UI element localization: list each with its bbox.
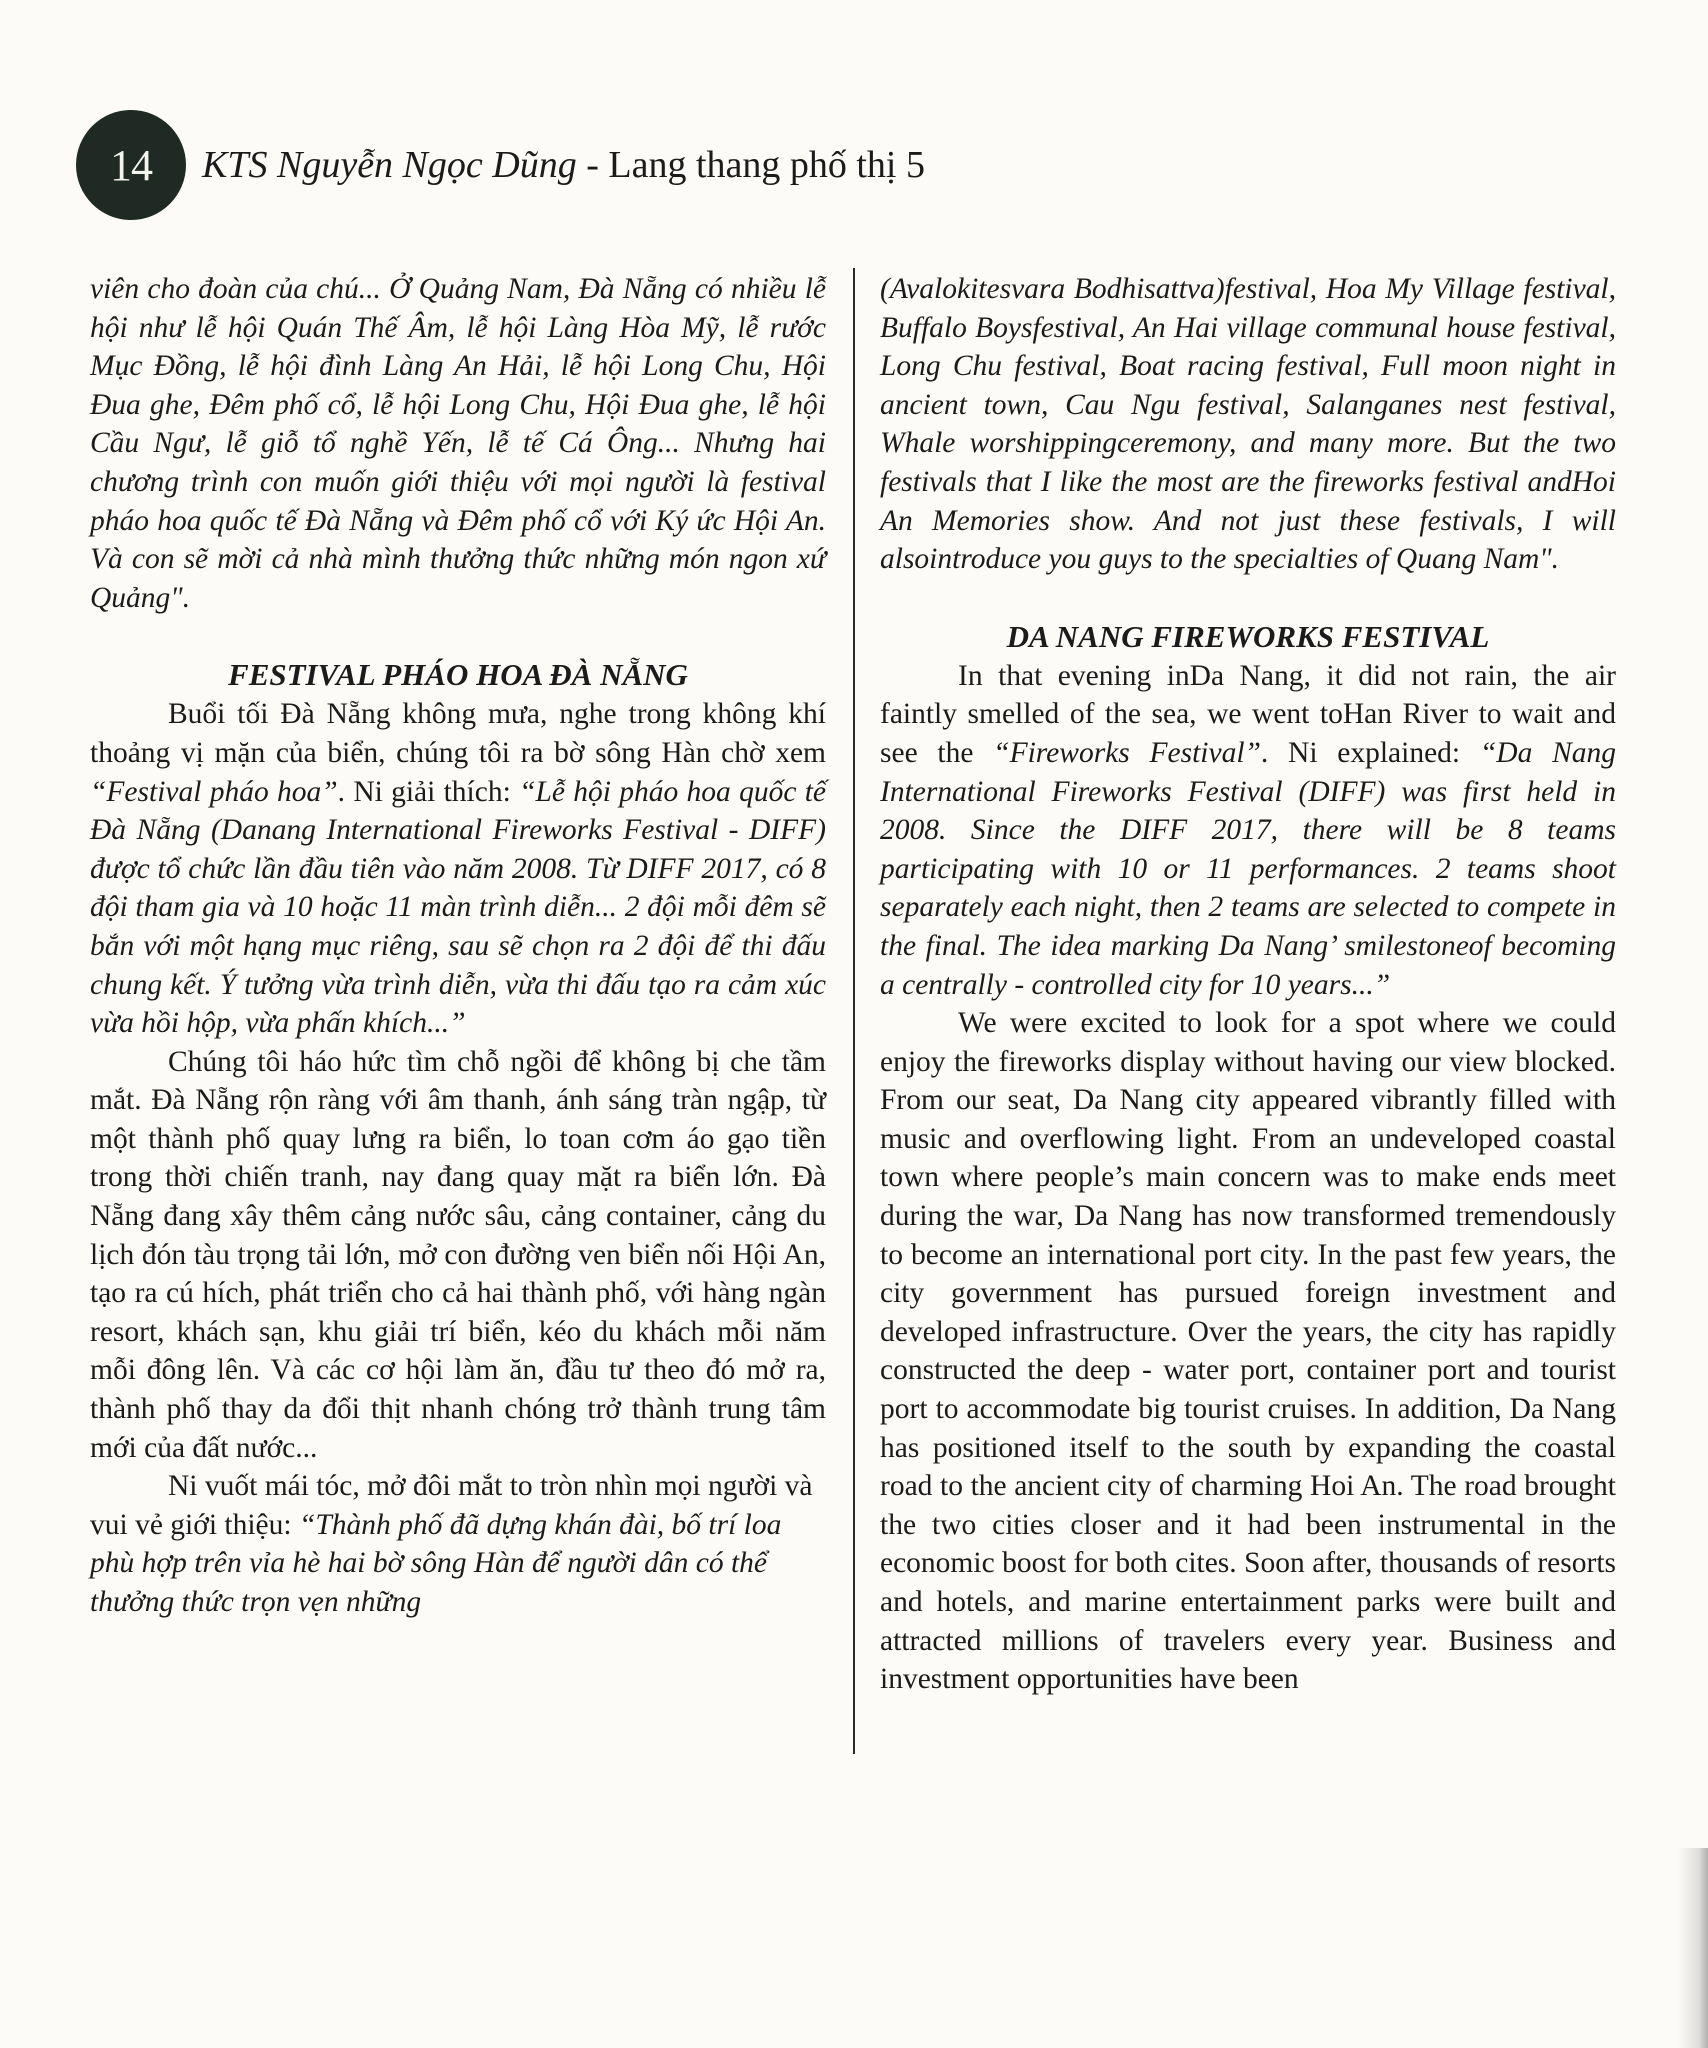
paragraph-1-text: In that evening inDa Nang, it did not rain, the air faintly smelled of the sea, we went toHan River to wait and see the <box>880 659 1616 769</box>
section-title: FESTIVAL PHÁO HOA ĐÀ NẴNG <box>228 657 688 693</box>
english-column <box>880 270 1616 1699</box>
paragraph-3 <box>90 1467 826 1621</box>
intro-paragraph: (Avalokitesvara Bodhisattva)festival, Hoa My Village festival, Buffalo Boysfestival, An Hai village communal house festival, Long Chu festival, Boat racing festival, Full moon night in ancient town, Cau Ngu festival, Salanganes nest festival, Whale worshippingceremony, and many more. But the two festivals that I like the most are the fireworks festival andHoi An Memories show. And not just these festivals, I will alsointroduce you guys to the specialties of Quang Nam". <box>880 273 1616 576</box>
paragraph-1-quote: “Fireworks Festival” <box>993 736 1261 769</box>
page-number-badge: 14 <box>76 110 186 220</box>
paragraph-1-italic: “Lễ hội pháo hoa quốc tế Đà Nẵng (Danang International Fireworks Festival - DIFF) được tổ chức lần đầu tiên vào năm 2008. Từ DIFF 2017, có 8 đội tham gia và 10 hoặc 11 màn trình diễn... 2 đội mỗi đêm sẽ bắn với một hạng mục riêng, sau sẽ chọn ra 2 đội để thi đấu chung kết. Ý tưởng vừa trình diễn, vừa thi đấu tạo ra cảm xúc vừa hồi hộp, vừa phấn khích...” <box>90 775 826 1040</box>
vietnamese-column <box>90 270 826 1622</box>
section-title: DA NANG FIREWORKS FESTIVAL <box>1006 618 1490 654</box>
book-title: Lang thang phố thị 5 <box>608 144 925 186</box>
paragraph-1 <box>90 695 826 1042</box>
paragraph-1-italic: “Da Nang International Fireworks Festival (DIFF) was first held in 2008. Since the DIFF 2017, there will be 8 teams participating with 10 or 11 performances. 2 teams shoot separately each night, then 2 teams are selected to compete in the final. The idea marking Da Nang’ smilestoneof becoming a centrally - controlled city for 10 years...” <box>880 736 1616 1001</box>
paragraph-2: We were excited to look for a spot where we could enjoy the fireworks display without having our view blocked. From our seat, Da Nang city appeared vibrantly filled with music and overflowing light. From an undeveloped coastal town where people’s main concern was to make ends meet during the war, Da Nang has now transformed tremendously to become an international port city. In the past few years, the city government has pursued foreign investment and developed infrastructure. Over the years, the city has rapidly constructed the deep - water port, container port and tourist port to accommodate big tourist cruises. In addition, Da Nang has positioned itself to the south by expanding the coastal road to the ancient city of charming Hoi An. The road brought the two cities closer and it had been instrumental in the economic boost for both cites. Soon after, thousands of resorts and hotels, and marine entertainment parks were built and attracted millions of travelers every year. Business and investment opportunities have been <box>880 1007 1616 1696</box>
paragraph-1-mid: . Ni giải thích: <box>337 775 520 808</box>
paragraph-2: Chúng tôi háo hức tìm chỗ ngồi để không bị che tầm mắt. Đà Nẵng rộn ràng với âm thanh, ánh sáng tràn ngập, từ một thành phố quay lưng ra biển, lo toan cơm áo gạo tiền trong thời chiến tranh, nay đang quay mặt ra biển lớn. Đà Nẵng đang xây thêm cảng nước sâu, cảng container, cảng du lịch đón tàu trọng tải lớn, mở con đường ven biển nối Hội An, tạo ra cú hích, phát triển cho cả hai thành phố, với hàng ngàn resort, khách sạn, khu giải trí biển, kéo du khách mỗi năm mỗi đông lên. Và các cơ hội làm ăn, đầu tư theo đó mở ra, thành phố thay da đổi thịt nhanh chóng trở thành trung tâm mới của đất nước... <box>90 1045 826 1464</box>
header-separator: - <box>576 144 609 186</box>
paragraph-1 <box>880 657 1616 1004</box>
column-divider <box>853 268 855 1754</box>
paragraph-3-italic: “Thành phố đã dựng khán đài, bố trí loa phù hợp trên vỉa hè hai bờ sông Hàn để người dân có thể thưởng thức trọn vẹn những <box>90 1508 782 1618</box>
intro-paragraph: viên cho đoàn của chú... Ở Quảng Nam, Đà Nẵng có nhiều lễ hội như lễ hội Quán Thế Âm, lễ hội Làng Hòa Mỹ, lễ rước Mục Đồng, lễ hội đình Làng An Hải, lễ hội Long Chu, Hội Đua ghe, Đêm phố cổ, lễ hội Long Chu, Hội Đua ghe, lễ hội Cầu Ngư, lễ giỗ tổ nghề Yến, lễ tế Cá Ông... Nhưng hai chương trình con muốn giới thiệu với mọi người là festival pháo hoa quốc tế Đà Nẵng và Đêm phố cổ với Ký ức Hội An. Và con sẽ mời cả nhà mình thưởng thức những món ngon xứ Quảng". <box>90 273 826 614</box>
running-header <box>202 143 925 187</box>
paragraph-1-text: Buổi tối Đà Nẵng không mưa, nghe trong không khí thoảng vị mặn của biển, chúng tôi ra bờ sông Hàn chờ xem <box>90 698 826 769</box>
paragraph-3-text: Ni vuốt mái tóc, mở đôi mắt to tròn nhìn mọi người và vui vẻ giới thiệu: <box>90 1470 813 1541</box>
page-edge-shadow <box>1678 1848 1708 2048</box>
author-name: KTS Nguyễn Ngọc Dũng <box>202 144 577 186</box>
paragraph-1-mid: . Ni explained: <box>1260 736 1480 769</box>
paragraph-1-quote: “Festival pháo hoa” <box>90 775 338 808</box>
page-header <box>76 110 925 220</box>
